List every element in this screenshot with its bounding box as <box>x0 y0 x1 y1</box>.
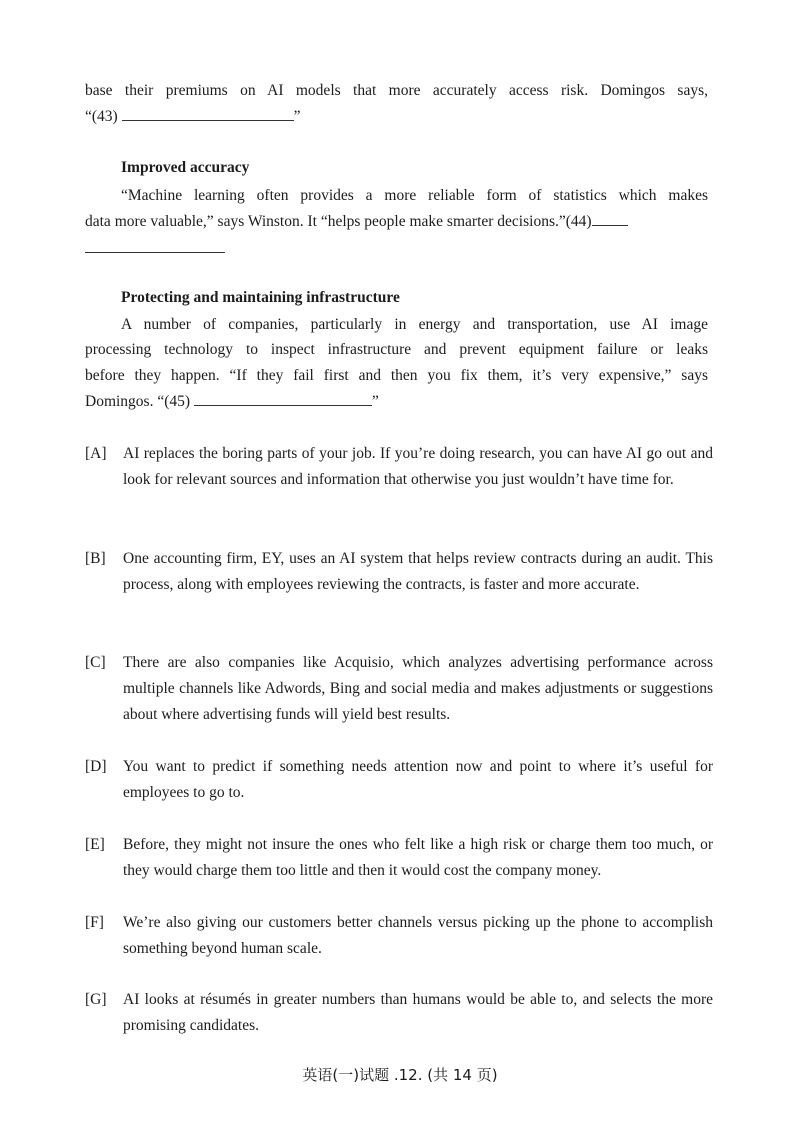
question-44-text: data more valuable,” says Winston. It “helps people make smarter decisions.”(44) <box>85 213 592 230</box>
option-label: [C] <box>85 654 106 671</box>
paragraph-line: before they happen. “If they fail first and then you fix them, it’s very expensive,” says <box>85 367 708 384</box>
answer-blank-44-continued[interactable] <box>85 252 225 253</box>
option-text: One accounting firm, EY, uses an AI system that helps review contracts during an audit. This process, along with employees reviewing the contracts, is faster and more accurate. <box>123 550 713 593</box>
option-label: [B] <box>85 550 106 567</box>
answer-blank-44-start[interactable] <box>592 211 628 226</box>
question-44-line <box>85 209 628 235</box>
option-text: AI replaces the boring parts of your job. If you’re doing research, you can have AI go out and look for relevant sources and information that otherwise you just wouldn’t have time for. <box>123 445 713 488</box>
option-text: AI looks at résumés in greater numbers than humans would be able to, and selects the more promising candidates. <box>123 991 713 1034</box>
answer-blank-45[interactable] <box>194 391 372 406</box>
question-43 <box>85 104 300 130</box>
option-label: [E] <box>85 836 105 853</box>
option-label: [D] <box>85 758 107 775</box>
question-43-close-quote: ” <box>293 108 301 125</box>
question-45-text: Domingos. “(45) <box>85 393 191 410</box>
option-text: We’re also giving our customers better channels versus picking up the phone to accomplish something beyond human scale. <box>123 914 713 957</box>
question-45 <box>85 389 379 415</box>
paragraph-line: base their premiums on AI models that more accurately access risk. Domingos says, <box>85 82 708 99</box>
question-43-number: “(43) <box>85 108 118 125</box>
section-heading-accuracy: Improved accuracy <box>121 159 250 176</box>
section-heading-infrastructure: Protecting and maintaining infrastructure <box>121 289 400 306</box>
answer-blank-43[interactable] <box>122 106 294 121</box>
option-text: There are also companies like Acquisio, which analyzes advertising performance across multiple channels like Adwords, Bing and social media and makes adjustments or suggestions about where advertising funds will yield best results. <box>123 654 713 723</box>
option-label: [F] <box>85 914 104 931</box>
page-footer: 英语(一)试题 .12. (共 14 页) <box>302 1066 498 1084</box>
option-label: [G] <box>85 991 107 1008</box>
option-text: You want to predict if something needs attention now and point to where it’s useful for employees to go to. <box>123 758 713 801</box>
paragraph-line: A number of companies, particularly in energy and transportation, use AI image <box>121 316 708 333</box>
option-label: [A] <box>85 445 107 462</box>
paragraph-line: processing technology to inspect infrastructure and prevent equipment failure or leaks <box>85 341 708 358</box>
option-text: Before, they might not insure the ones who felt like a high risk or charge them too much, or they would charge them too little and then it would cost the company money. <box>123 836 713 879</box>
question-45-close-quote: ” <box>371 393 379 410</box>
paragraph-line: “Machine learning often provides a more reliable form of statistics which makes <box>121 187 708 204</box>
